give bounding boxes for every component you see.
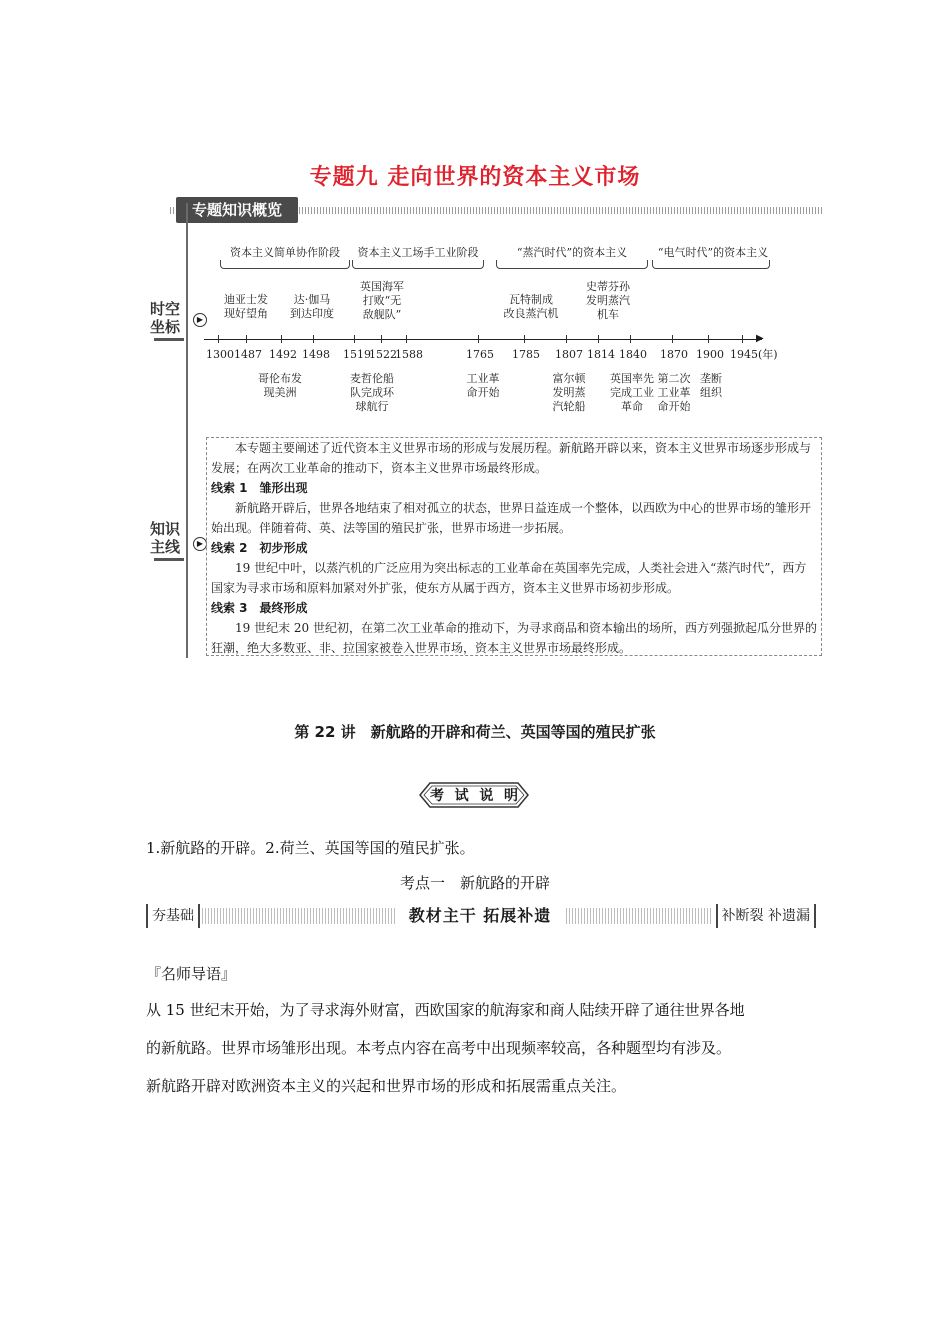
- timeline-year: 1814: [587, 348, 615, 361]
- timeline-tick: [672, 335, 673, 343]
- stage-brace: [220, 260, 350, 269]
- guide-paragraph: [146, 991, 816, 1105]
- clue-heading: 线索 2 初步形成: [211, 541, 308, 555]
- timeline-year: 1492: [269, 348, 297, 361]
- timeline-year: 1519: [343, 348, 371, 361]
- stage-label: 资本主义工场手工业阶段: [357, 246, 479, 259]
- timeline-axis: [204, 339, 762, 340]
- stage-brace: [496, 260, 648, 269]
- timeline-tick: [246, 335, 247, 343]
- stage-brace: [352, 260, 484, 269]
- timeline-event: 第二次 工业革 命开始: [657, 372, 691, 413]
- timeline-label-line1: 时空: [150, 300, 181, 318]
- stage-label: 资本主义简单协作阶段: [230, 246, 340, 259]
- timeline-event: 英国率先 完成工业 革命: [610, 372, 654, 413]
- timeline-year: 1588: [395, 348, 423, 361]
- timeline-year: 1487: [234, 348, 262, 361]
- timeline-event: 达·伽马 到达印度: [290, 293, 334, 320]
- timeline-tick: [524, 335, 525, 343]
- timeline-year: 1765: [466, 348, 494, 361]
- timeline-label-line2: 坐标: [150, 318, 181, 336]
- timeline-event: 工业革 命开始: [466, 372, 500, 399]
- timeline-event: 迪亚士发 现好望角: [224, 293, 268, 320]
- timeline-year: 1785: [512, 348, 540, 361]
- timeline-year: 1840: [619, 348, 647, 361]
- band-fill: [566, 908, 712, 924]
- knowledge-label-line2: 主线: [150, 538, 181, 556]
- timeline-year: 1522: [369, 348, 397, 361]
- exam-badge-char: 试: [454, 788, 469, 804]
- timeline-tick: [566, 335, 567, 343]
- guide-label: 『名师导语』: [146, 965, 237, 983]
- lecture-title: 第 22 讲 新航路的开辟和荷兰、英国等国的殖民扩张: [294, 723, 656, 741]
- timeline-year: 1900: [696, 348, 724, 361]
- timeline-tick: [218, 335, 219, 343]
- exam-badge: [414, 779, 534, 811]
- timeline-tick: [708, 335, 709, 343]
- exam-items: 1.新航路的开辟。2.荷兰、英国等国的殖民扩张。: [146, 839, 475, 857]
- timeline-label-underline: [154, 338, 184, 341]
- knowledge-label: [150, 520, 190, 556]
- timeline-tick: [381, 335, 382, 343]
- exam-badge-char: 说: [479, 788, 494, 804]
- clue-text: 19 世纪中叶，以蒸汽机的广泛应用为突出标志的工业革命在英国率先完成，人类社会进入“蒸汽时代”，西方国家为寻求市场和原料加紧对外扩张，使东方从属于西方，资本主义世界市场初步形成。: [211, 561, 807, 595]
- timeline-event: 富尔顿 发明蒸 汽轮船: [552, 372, 586, 413]
- overview-tag: 专题知识概览: [176, 197, 298, 223]
- timeline-event: 垄断 组织: [700, 372, 722, 399]
- band-fill: [202, 908, 396, 924]
- timeline-tick: [478, 335, 479, 343]
- stage-label: “蒸汽时代”的资本主义: [516, 246, 628, 259]
- knowledge-label-line1: 知识: [150, 520, 181, 538]
- stage-brace: [652, 260, 770, 269]
- guide-line: 新航路开辟对欧洲资本主义的兴起和世界市场的形成和拓展需重点关注。: [146, 1077, 627, 1095]
- clue-heading: 线索 1 雏形出现: [211, 481, 308, 495]
- overview-vertical-line: [186, 203, 188, 658]
- timeline-year: 1870: [660, 348, 688, 361]
- timeline-year: 1300: [206, 348, 234, 361]
- timeline-event: 麦哲伦船 队完成环 球航行: [350, 372, 394, 413]
- timeline-tick: [313, 335, 314, 343]
- play-arrow-icon: ▶: [193, 537, 207, 551]
- knowledge-label-underline: [154, 558, 184, 561]
- timeline-event: 史蒂芬孙 发明蒸汽 机车: [586, 280, 630, 321]
- guide-line: 的新航路。世界市场雏形出现。本考点内容在高考中出现频率较高，各种题型均有涉及。: [146, 1039, 732, 1057]
- timeline-event: 英国海军 打败“无 敌舰队”: [360, 280, 404, 321]
- timeline-event: 哥伦布发 现美洲: [258, 372, 302, 399]
- topic-title: 专题九 走向世界的资本主义市场: [309, 165, 641, 190]
- arrow-right-icon: ▶: [756, 333, 764, 344]
- timeline-label: [150, 300, 190, 336]
- band-left-label: 夯基础: [146, 904, 200, 928]
- timeline-tick: [742, 335, 743, 343]
- clue-text: 19 世纪末 20 世纪初，在第二次工业革命的推动下，为寻求商品和资本输出的场所，西方列强掀起瓜分世界的狂潮，绝大多数亚、非、拉国家被卷入世界市场，资本主义世界市场最终形成。: [211, 621, 817, 655]
- clue-text: 新航路开辟后，世界各地结束了相对孤立的状态，世界日益连成一个整体，以西欧为中心的世界市场的雏形开始出现。伴随着荷、英、法等国的殖民扩张，世界市场进一步拓展。: [211, 501, 812, 535]
- section-title: 考点一 新航路的开辟: [399, 874, 550, 892]
- stage-label: “电气时代”的资本主义: [657, 246, 769, 259]
- timeline-year: 1498: [302, 348, 330, 361]
- timeline-event: 瓦特制成 改良蒸汽机: [503, 293, 559, 320]
- timeline-tick: [406, 335, 407, 343]
- clue-heading: 线索 3 最终形成: [211, 601, 308, 615]
- band-center-label: 教材主干 拓展补遗: [408, 906, 552, 925]
- guide-line: 从 15 世纪末开始，为了寻求海外财富，西欧国家的航海家和商人陆续开辟了通往世界各地: [146, 1001, 745, 1019]
- timeline-year: 1807: [555, 348, 583, 361]
- timeline-tick: [281, 335, 282, 343]
- exam-badge-char: 考: [430, 788, 444, 804]
- timeline-tick: [354, 335, 355, 343]
- timeline-year: 1945(年): [730, 348, 778, 361]
- exam-badge-char: 明: [503, 788, 518, 804]
- section-band: [146, 904, 816, 928]
- band-right-label: 补断裂 补遗漏: [716, 904, 816, 928]
- play-arrow-icon: ▶: [193, 313, 207, 327]
- timeline-tick: [598, 335, 599, 343]
- knowledge-box: [206, 437, 822, 656]
- timeline-tick: [630, 335, 631, 343]
- knowledge-intro: 本专题主要阐述了近代资本主义世界市场的形成与发展历程。新航路开辟以来，资本主义世界市场逐步形成与发展；在两次工业革命的推动下，资本主义世界市场最终形成。: [211, 441, 812, 475]
